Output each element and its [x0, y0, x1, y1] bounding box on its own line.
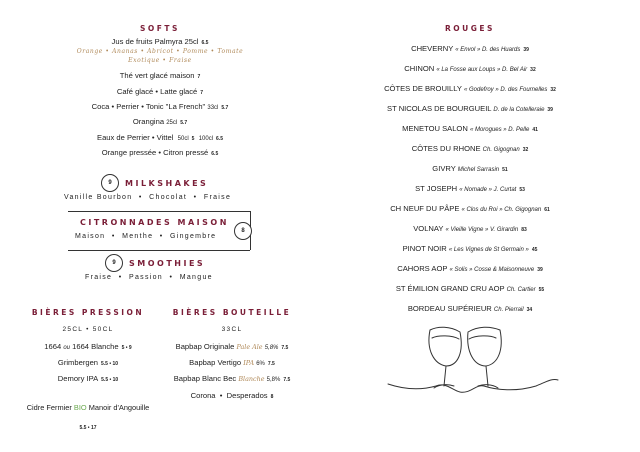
citronnades-top-rule: [68, 211, 250, 212]
pression-grimbergen-line: [20, 358, 156, 367]
orange-pressee-name: Orange pressée: [101, 148, 157, 157]
wine-row: [320, 264, 620, 273]
bapbap-blanc-bec-abv: 5,8%: [266, 377, 281, 383]
cafe-latte-price: 7: [200, 90, 204, 96]
wine-name: GIVRY: [432, 164, 456, 173]
smoothies-price-badge: 9: [105, 254, 123, 272]
citronnades-title: CITRONNADES MAISON: [80, 218, 229, 227]
wine-price: 39: [537, 267, 543, 273]
bapbap-vertigo: Bapbap Vertigo: [189, 358, 242, 367]
citronnade-option: Maison: [75, 233, 106, 240]
wine-row: [320, 164, 620, 173]
milkshake-option: Chocolat: [149, 194, 188, 201]
cidre-price: 5.5 • 17: [79, 425, 97, 431]
jus-price: 6.5: [201, 40, 209, 46]
wine-name: VOLNAY: [413, 224, 444, 233]
cidre-bio: BIO: [73, 403, 87, 412]
orangina-price: 5.7: [180, 120, 188, 126]
wine-price: 51: [502, 167, 508, 173]
milkshakes-options: Vanille Bourbon • Chocolat • Fraise: [64, 194, 232, 201]
bouteille-b4-line: Corona • Desperados 8: [190, 391, 274, 400]
beer-or: ou: [63, 345, 71, 351]
wine-detail: Ch. Gigognan: [482, 147, 520, 153]
smoothie-option: Fraise: [85, 274, 113, 281]
wine-price: 32: [522, 147, 529, 153]
wine-row: [320, 224, 620, 233]
citronnades-bottom-rule: [68, 250, 250, 251]
orangina-size: 25cl: [166, 120, 178, 126]
wine-detail: « Morogues » D. Pelle: [469, 127, 530, 133]
bapbap-vertigo-price: 7.5: [267, 361, 275, 367]
bouteille-b3-line: [150, 374, 314, 383]
beer-demory: Demory IPA: [57, 374, 99, 383]
wine-name: CHEVERNY: [411, 44, 454, 53]
beer-1664-price: 5 • 9: [121, 345, 132, 351]
wine-price: 45: [531, 247, 538, 253]
pression-demory-line: [20, 374, 156, 383]
wine-price: 39: [523, 47, 529, 53]
pression-1664-line: [20, 342, 156, 351]
bapbap-vertigo-style: IPA: [243, 359, 255, 367]
the-name: Thé vert glacé maison: [119, 71, 195, 80]
pression-cidre-price-line: [20, 416, 156, 434]
wine-price: 61: [544, 207, 550, 213]
wine-detail: « La Fosse aux Loups » D. Bel Air: [436, 67, 528, 73]
wine-detail: « Clos du Roi » Ch. Gigognan: [461, 207, 542, 213]
wine-row: [320, 304, 620, 313]
wine-price: 83: [521, 227, 527, 233]
citronnade-option: Gingembre: [170, 233, 217, 240]
bouteille-b1-line: [150, 342, 314, 351]
pression-cidre-line: [14, 403, 162, 412]
softs-eaux-line: Eaux de Perrier • Vittel 50cl 5 100cl 6.5: [97, 133, 223, 142]
wine-name: CÔTES DE BROUILLY: [384, 84, 462, 93]
wine-detail: « Nomade » J. Curtat: [459, 187, 517, 193]
wine-detail: Ch. Cartier: [506, 287, 536, 293]
wine-price: 39: [547, 107, 553, 113]
wine-row: [320, 204, 620, 213]
jus-flavors-2: Exotique • Fraise: [128, 57, 192, 64]
smoothie-option: Passion: [128, 274, 163, 281]
wine-glasses-toast-icon: [386, 320, 562, 402]
milkshake-option: Vanille Bourbon: [64, 194, 133, 201]
bouteille-b2-line: [150, 358, 314, 367]
bapbap-blanc-bec: Bapbap Blanc Bec: [173, 374, 237, 383]
smoothies-title: SMOOTHIES: [129, 259, 206, 268]
wine-row: [320, 124, 620, 133]
presse-price: 6.5: [211, 151, 219, 157]
desperados: Desperados: [226, 391, 268, 400]
bieres-pression-sizes: 25CL • 50CL: [62, 326, 114, 333]
cidre-name: Cidre Fermier: [26, 403, 72, 412]
wine-detail: « Godefroy » D. des Fournelles: [463, 87, 548, 93]
bieres-bouteille-title: BIÈRES BOUTEILLE: [172, 308, 292, 317]
softs-cafe-line: Café glacé • Latte glacé 7: [116, 87, 204, 96]
beer-demory-price: 5.5 • 10: [101, 377, 119, 383]
wine-detail: D. de la Cotelleraie: [493, 107, 545, 113]
citronnades-options: Maison • Menthe • Gingembre: [75, 233, 217, 240]
wine-name: PINOT NOIR: [402, 244, 447, 253]
wine-row: [320, 64, 620, 73]
smoothie-option: Mangue: [179, 274, 213, 281]
milkshake-option: Fraise: [203, 194, 232, 201]
citronnade-option: Menthe: [122, 233, 154, 240]
wine-detail: Ch. Pierrail: [493, 307, 524, 313]
wine-detail: « Envol » D. des Huards: [455, 47, 521, 53]
latte-name: Latte glacé: [160, 87, 198, 96]
wine-price: 32: [550, 87, 556, 93]
vittel-size-2: 100cl: [198, 136, 214, 142]
wine-name: ST ÉMILION GRAND CRU AOP: [395, 284, 505, 293]
softs-orangina-line: [0, 117, 320, 126]
softs-presse-line: Orange pressée • Citron pressé 6.5: [101, 148, 219, 157]
orangina-name: Orangina: [132, 117, 165, 126]
wine-row: [320, 84, 620, 93]
wine-row: [320, 104, 620, 113]
wine-detail: Michel Sarrasin: [457, 167, 500, 173]
wine-detail: « Vieille Vigne » V. Girardin: [445, 227, 519, 233]
wine-row: [320, 44, 620, 53]
wine-detail: « Solis » Cosse & Maisonneuve: [449, 267, 535, 273]
wine-price: 53: [519, 187, 525, 193]
softs-coca-line: Coca • Perrier • Tonic "La French" 33cl 5.7: [91, 102, 229, 111]
softs-jus-line: [0, 37, 320, 46]
bapbap-vertigo-abv: 6%: [256, 361, 265, 367]
softs-the-line: [0, 71, 320, 80]
tonic-size: 33cl: [207, 105, 219, 111]
wine-price: 41: [532, 127, 538, 133]
vittel-name: Vittel: [156, 133, 174, 142]
wine-name: MENETOU SALON: [402, 124, 468, 133]
citron-presse-name: Citron pressé: [163, 148, 209, 157]
wine-row: [320, 184, 620, 193]
softs-title: SOFTS: [140, 24, 180, 33]
bapbap-originale-price: 7.5: [281, 345, 289, 351]
tonic-name: Tonic "La French": [145, 102, 206, 111]
the-price: 7: [197, 74, 201, 80]
coca-name: Coca: [91, 102, 110, 111]
jus-name: Jus de fruits Palmyra 25cl: [111, 37, 199, 46]
perrier-name: Perrier: [116, 102, 140, 111]
bieres-pression-title: BIÈRES PRESSION: [31, 308, 145, 317]
jus-flavors-1: Orange • Ananas • Abricot • Pomme • Tomate: [76, 48, 244, 55]
wine-price: 55: [538, 287, 545, 293]
wine-row: [320, 144, 620, 153]
wine-name: CAHORS AOP: [397, 264, 448, 273]
wine-name: CÔTES DU RHONE: [411, 144, 481, 153]
corona-desperados-price: 8: [270, 394, 274, 400]
citronnades-price-badge: 8: [234, 222, 252, 240]
bapbap-originale: Bapbap Originale: [175, 342, 235, 351]
wine-row: [320, 284, 620, 293]
bapbap-blanc-bec-price: 7.5: [283, 377, 291, 383]
vittel-price-2: 6.5: [216, 136, 223, 142]
beer-1664-blanche: 1664 Blanche: [72, 342, 119, 351]
wine-price: 34: [526, 307, 533, 313]
bapbap-originale-style: Pale Ale: [236, 343, 263, 351]
beer-1664: 1664: [44, 342, 62, 351]
vittel-price-1: 5: [191, 136, 195, 142]
rouges-title: ROUGES: [445, 24, 495, 33]
smoothies-options: Fraise • Passion • Mangue: [85, 274, 213, 281]
beer-grimbergen: Grimbergen: [57, 358, 99, 367]
wine-price: 32: [530, 67, 536, 73]
wine-name: CH NEUF DU PÂPE: [390, 204, 460, 213]
cidre-manoir: Manoir d'Angouille: [88, 403, 150, 412]
wine-detail: « Les Vignes de St Germain »: [448, 247, 529, 253]
wine-name: ST JOSEPH: [415, 184, 458, 193]
bapbap-originale-abv: 5,8%: [264, 345, 279, 351]
eaux-name: Eaux de Perrier: [97, 133, 150, 142]
milkshakes-title: MILKSHAKES: [125, 179, 209, 188]
bieres-bouteille-size: 33CL: [221, 326, 243, 333]
tonic-price: 5.7: [221, 105, 229, 111]
cafe-name: Café glacé: [116, 87, 154, 96]
wine-name: CHINON: [404, 64, 435, 73]
vittel-size-1: 50cl: [177, 136, 189, 142]
wine-name: BORDEAU SUPÉRIEUR: [407, 304, 492, 313]
beer-grimbergen-price: 5.5 • 10: [101, 361, 119, 367]
milkshakes-price-badge: 9: [101, 174, 119, 192]
wine-name: ST NICOLAS DE BOURGUEIL: [387, 104, 492, 113]
wine-row: [320, 244, 620, 253]
bapbap-blanc-bec-style: Blanche: [238, 375, 265, 383]
corona: Corona: [190, 391, 216, 400]
